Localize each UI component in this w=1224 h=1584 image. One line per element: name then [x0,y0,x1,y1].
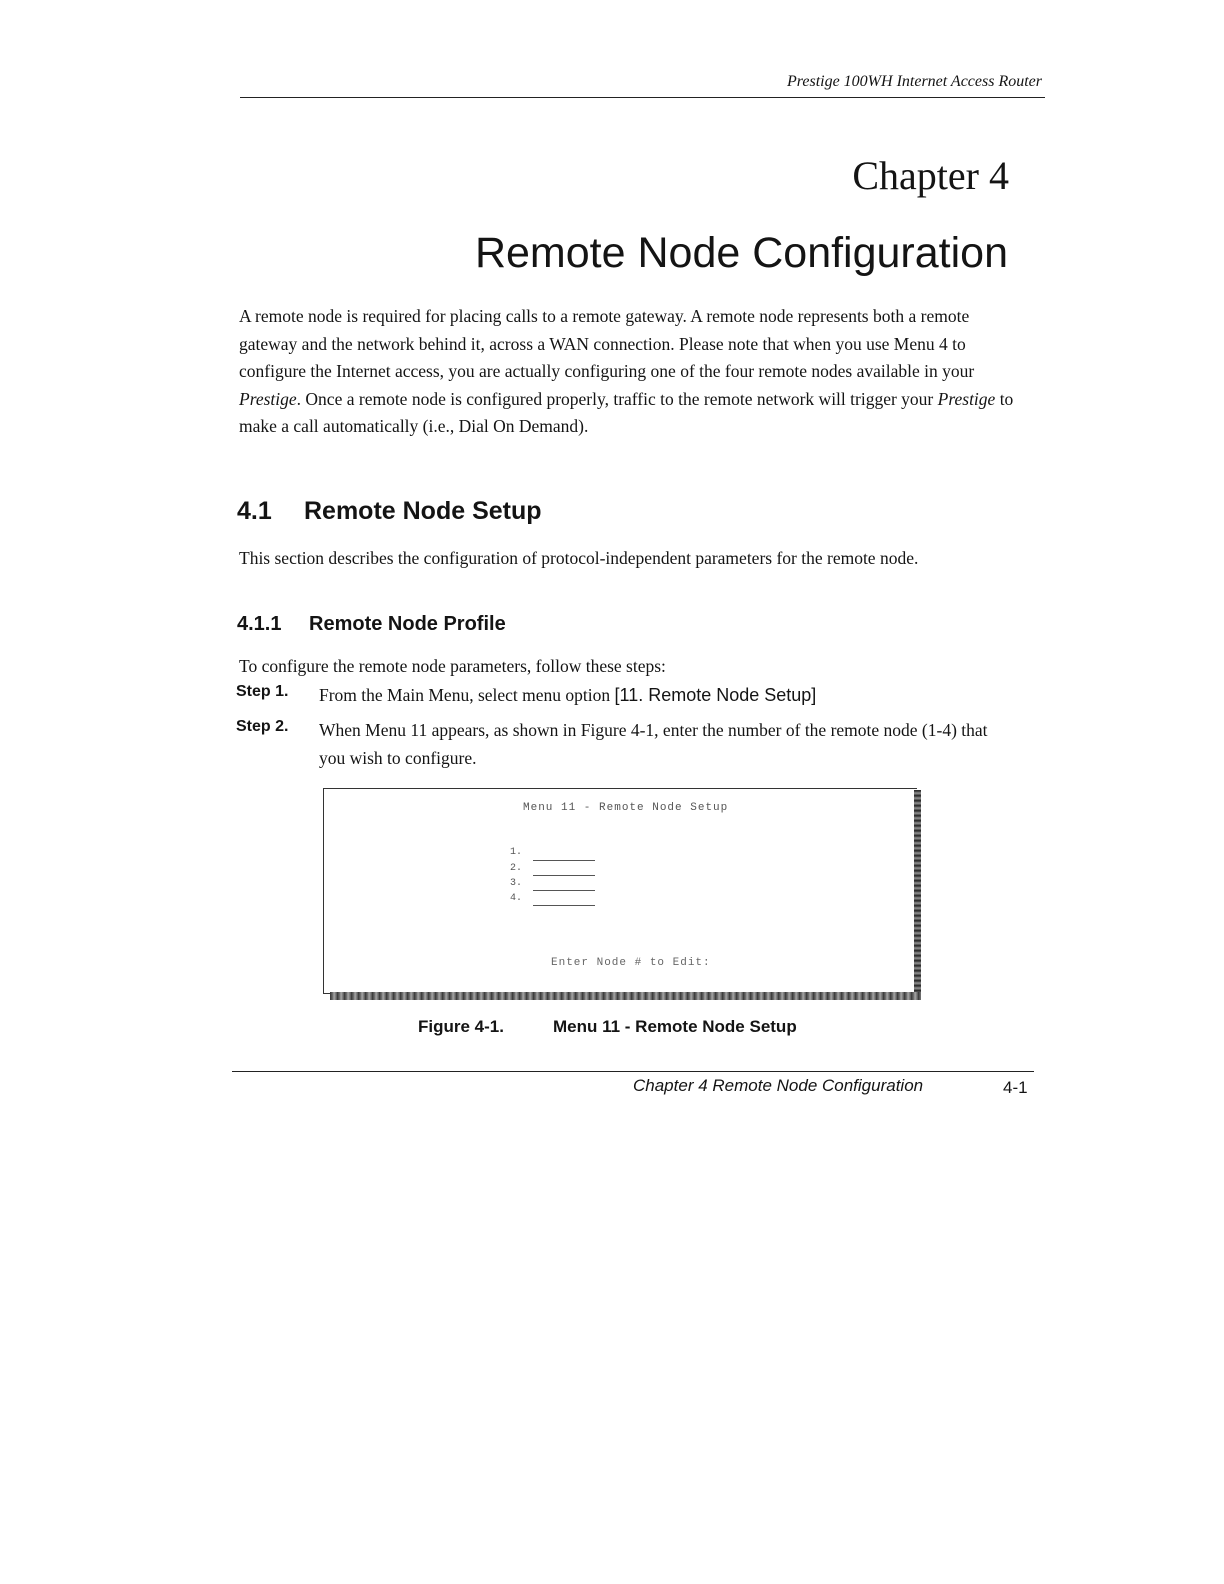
step-label: Step 1. [236,683,289,700]
screen-prompt: Enter Node # to Edit: [551,957,711,969]
node-number: 1. [510,847,523,858]
chapter-title: Remote Node Configuration [474,229,1008,277]
header-rule [240,97,1045,98]
node-field [533,875,595,876]
section-heading: 4.1 Remote Node Setup [237,497,542,525]
node-number: 4. [510,893,523,904]
node-number: 2. [510,863,523,874]
running-header: Prestige 100WH Internet Access Router [786,73,1042,90]
product-name: Prestige [239,388,297,409]
figure-caption: Menu 11 - Remote Node Setup [553,1017,797,1036]
node-number: 3. [510,878,523,889]
page-number: 4-1 [1003,1078,1028,1097]
footer-rule [232,1071,1034,1072]
screen-shadow [914,790,921,1000]
figure-number: Figure 4-1. [418,1017,504,1036]
node-field [533,905,595,906]
product-name: Prestige [937,388,996,409]
intro-paragraph: A remote node is required for placing calls to a remote gateway. A remote node represents both a remote gateway and the network behind it, across a WAN connection. Please note that when you use Menu 4 to configure the Internet access, you are actually configuring one of the four remote nodes available in your Prestige. Once a remote node is configured properly, traffic to the remote network will trigger your Prestige to make a call automatically (i.e., Dial On Demand). [239,306,1014,436]
step-label: Step 2. [236,718,289,735]
step-text: From the Main Menu, select menu option [11. Remote Node Setup] [319,685,817,705]
screen-title: Menu 11 - Remote Node Setup [523,802,729,814]
steps-intro: To configure the remote node parameters, follow these steps: [239,656,666,676]
node-field [533,860,595,861]
subsection-heading: 4.1.1 Remote Node Profile [237,613,506,635]
step-text: When Menu 11 appears, as shown in Figure 4-1, enter the number of the remote node (1-4) that you wish to configure. [319,720,988,768]
chapter-label: Chapter 4 [852,153,1009,198]
section-description: This section describes the configuration of protocol-independent parameters for the remote node. [239,548,919,568]
footer-chapter-title: Chapter 4 Remote Node Configuration [633,1076,924,1095]
screen-shadow [330,992,921,1000]
menu-option: [11. Remote Node Setup] [614,685,817,705]
node-field [533,890,595,891]
